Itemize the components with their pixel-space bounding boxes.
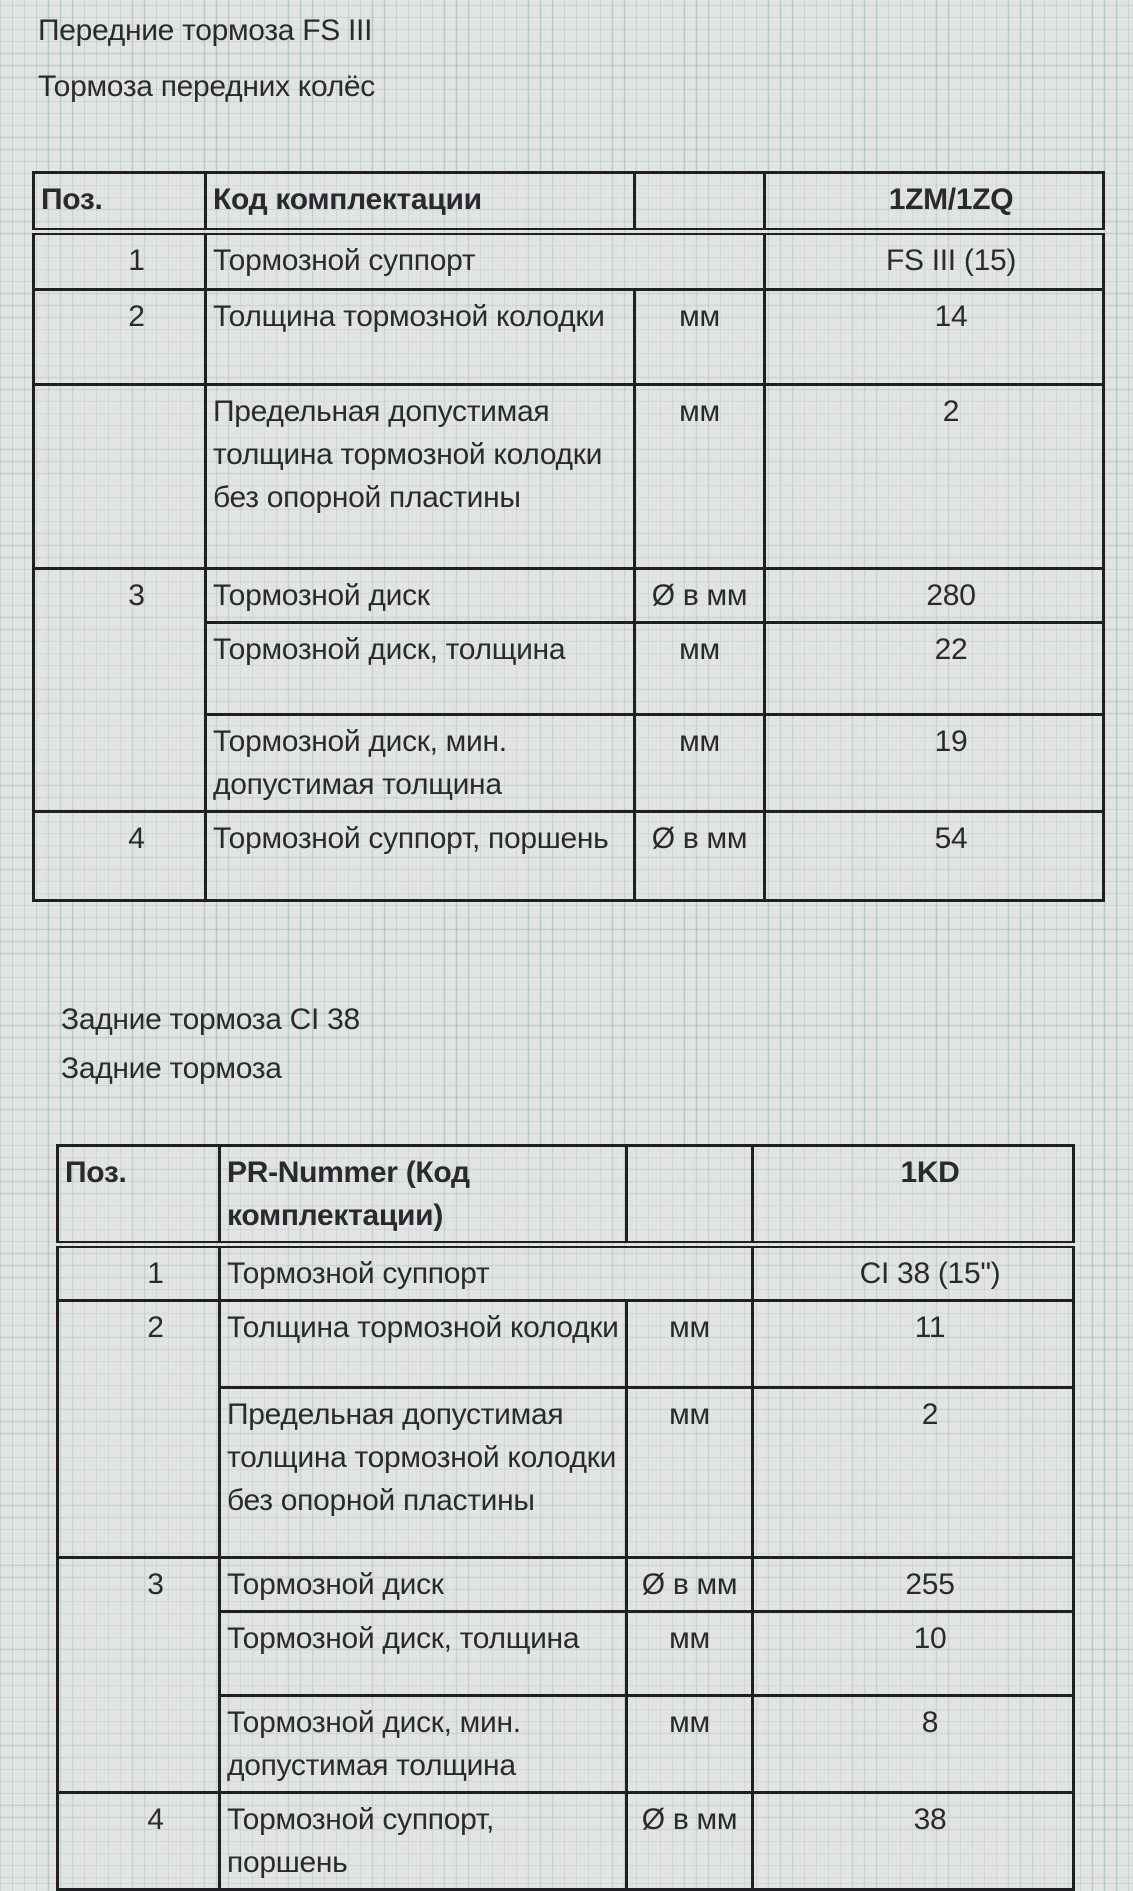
header-unit[interactable]	[627, 1146, 753, 1245]
rear-brakes-subtitle: Задние тормоза	[61, 1052, 282, 1085]
unit-cell[interactable]: Ø в мм	[635, 569, 765, 623]
value-cell[interactable]: FS III (15)	[765, 232, 1104, 290]
value-cell[interactable]: 19	[765, 715, 1104, 812]
unit-cell[interactable]: мм	[635, 715, 765, 812]
description-cell[interactable]: Тормозной суппорт	[220, 1245, 753, 1301]
table-row	[34, 232, 1104, 290]
front-brakes-table	[32, 171, 1105, 902]
position-cell[interactable]	[34, 385, 206, 569]
unit-cell[interactable]: мм	[627, 1301, 753, 1388]
value-cell[interactable]: 280	[765, 569, 1104, 623]
description-cell[interactable]: Толщина тормозной колодки	[206, 290, 635, 385]
value-cell[interactable]: 8	[753, 1696, 1074, 1793]
table-row	[58, 1301, 1074, 1388]
table-row	[58, 1793, 1074, 1890]
description-cell[interactable]: Тормозной диск, толщина	[220, 1612, 627, 1696]
unit-cell[interactable]: Ø в мм	[635, 812, 765, 901]
table-row	[34, 385, 1104, 569]
header-code[interactable]: Код комплектации	[206, 173, 635, 232]
value-cell[interactable]: 14	[765, 290, 1104, 385]
description-cell[interactable]: Предельная допустимая толщина тормозной колодки без опорной пластины	[206, 385, 635, 569]
header-value[interactable]: 1ZM/1ZQ	[765, 173, 1104, 232]
value-cell[interactable]: 38	[753, 1793, 1074, 1890]
value-cell[interactable]: 2	[753, 1388, 1074, 1558]
table-row	[58, 1245, 1074, 1301]
unit-cell[interactable]: мм	[627, 1388, 753, 1558]
unit-cell[interactable]: мм	[635, 290, 765, 385]
value-cell[interactable]: 255	[753, 1558, 1074, 1612]
header-unit[interactable]	[635, 173, 765, 232]
unit-cell[interactable]: мм	[635, 623, 765, 715]
value-cell[interactable]: 22	[765, 623, 1104, 715]
rear-brakes-title: Задние тормоза CI 38	[61, 1003, 360, 1036]
description-cell[interactable]: Тормозной диск, мин. допустимая толщина	[206, 715, 635, 812]
header-code[interactable]: PR-Nummer (Код комплектации)	[220, 1146, 627, 1245]
description-cell[interactable]: Тормозной диск, мин. допустимая толщина	[220, 1696, 627, 1793]
description-cell[interactable]: Предельная допустимая толщина тормозной колодки без опорной пластины	[220, 1388, 627, 1558]
header-value[interactable]: 1KD	[753, 1146, 1074, 1245]
header-row	[58, 1146, 1074, 1245]
header-pos[interactable]: Поз.	[34, 173, 206, 232]
unit-cell[interactable]: мм	[627, 1696, 753, 1793]
unit-cell[interactable]: мм	[635, 385, 765, 569]
unit-cell[interactable]: Ø в мм	[627, 1558, 753, 1612]
description-cell[interactable]: Тормозной суппорт	[206, 232, 765, 290]
header-row	[34, 173, 1104, 232]
description-cell[interactable]: Тормозной диск	[220, 1558, 627, 1612]
position-cell[interactable]: 2	[58, 1301, 220, 1558]
unit-cell[interactable]: Ø в мм	[627, 1793, 753, 1890]
description-cell[interactable]: Тормозной суппорт, поршень	[206, 812, 635, 901]
position-cell[interactable]: 1	[58, 1245, 220, 1301]
description-cell[interactable]: Тормозной суппорт, поршень	[220, 1793, 627, 1890]
value-cell[interactable]: 2	[765, 385, 1104, 569]
position-cell[interactable]: 2	[34, 290, 206, 385]
front-brakes-subtitle: Тормоза передних колёс	[38, 70, 375, 103]
position-cell[interactable]: 4	[58, 1793, 220, 1890]
position-cell[interactable]: 1	[34, 232, 206, 290]
rear-brakes-table	[56, 1144, 1075, 1891]
table-row	[34, 812, 1104, 901]
position-cell[interactable]: 4	[34, 812, 206, 901]
description-cell[interactable]: Тормозной диск, толщина	[206, 623, 635, 715]
position-cell[interactable]: 3	[34, 569, 206, 812]
value-cell[interactable]: 11	[753, 1301, 1074, 1388]
value-cell[interactable]: CI 38 (15")	[753, 1245, 1074, 1301]
description-cell[interactable]: Тормозной диск	[206, 569, 635, 623]
table-row	[58, 1558, 1074, 1612]
table-row	[34, 569, 1104, 623]
value-cell[interactable]: 54	[765, 812, 1104, 901]
front-brakes-title: Передние тормоза FS III	[38, 14, 373, 47]
unit-cell[interactable]: мм	[627, 1612, 753, 1696]
description-cell[interactable]: Толщина тормозной колодки	[220, 1301, 627, 1388]
header-pos[interactable]: Поз.	[58, 1146, 220, 1245]
value-cell[interactable]: 10	[753, 1612, 1074, 1696]
table-row	[34, 290, 1104, 385]
position-cell[interactable]: 3	[58, 1558, 220, 1793]
